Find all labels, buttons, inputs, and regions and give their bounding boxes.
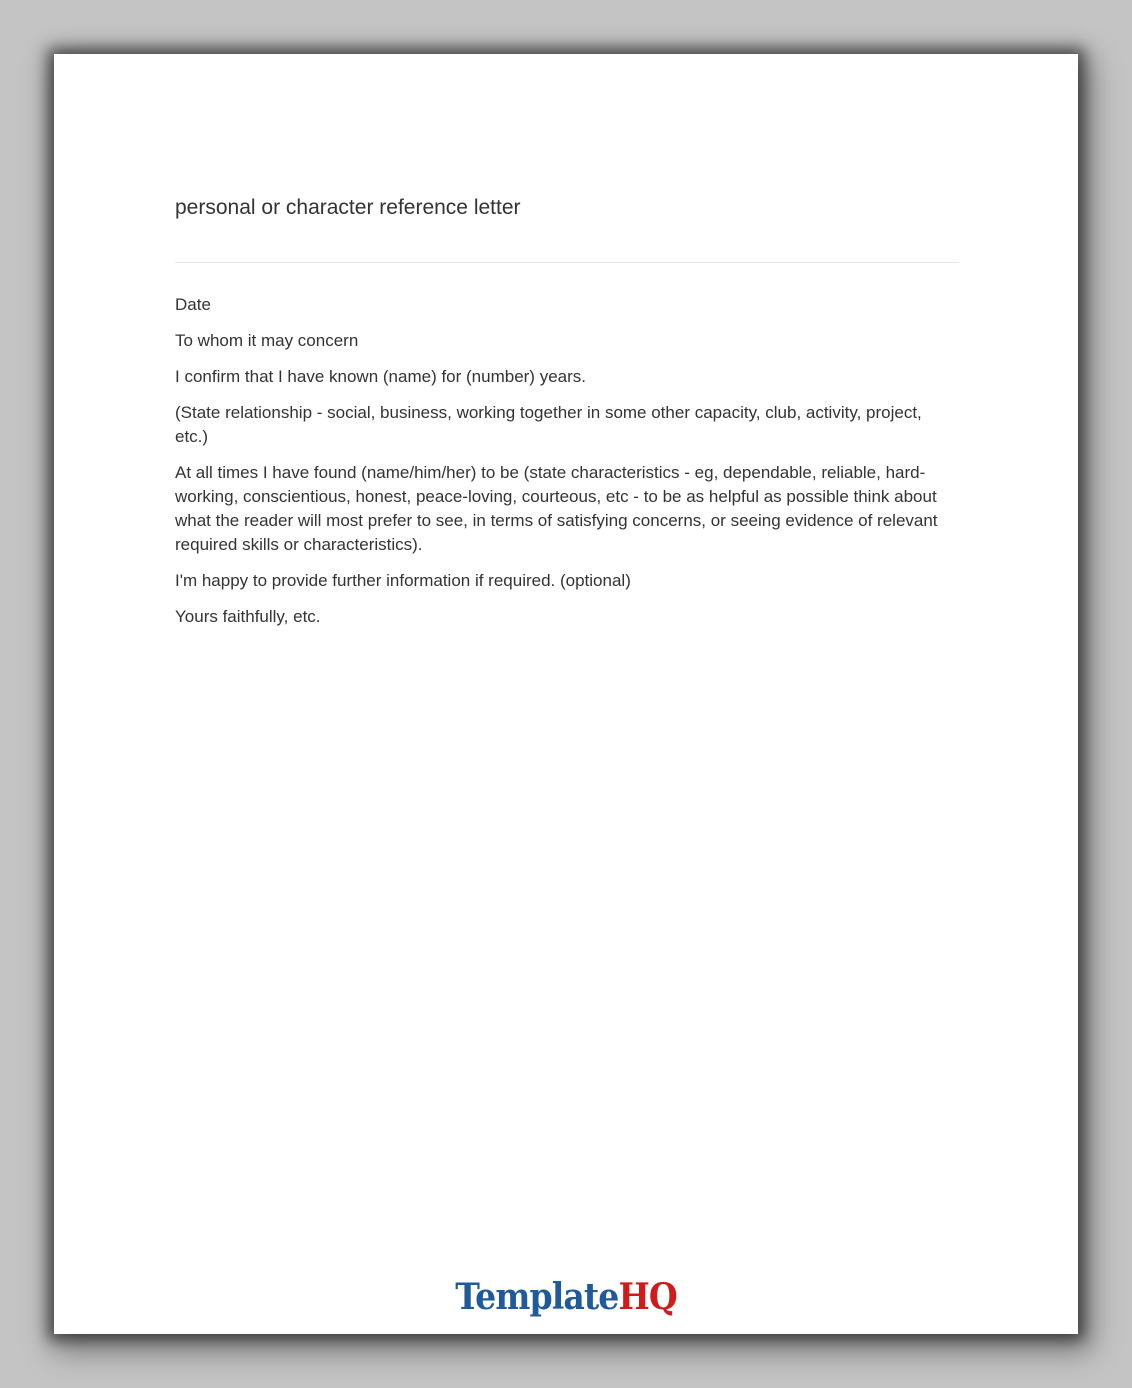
letter-content — [175, 194, 959, 641]
title-divider — [175, 262, 959, 263]
letter-title: personal or character reference letter — [175, 196, 521, 219]
templatehq-logo — [95, 1272, 1037, 1322]
logo-template-text: Template — [455, 1276, 619, 1318]
salutation: To whom it may concern — [175, 331, 359, 350]
date-line: Date — [175, 295, 211, 314]
confirmation-paragraph: I confirm that I have known (name) for (number) years. — [175, 367, 586, 386]
further-info-paragraph: I'm happy to provide further information if required. (optional) — [175, 571, 631, 590]
closing-line: Yours faithfully, etc. — [175, 607, 321, 626]
relationship-paragraph: (State relationship - social, business, working together in some other capacity, club, activity, project, etc.) — [175, 403, 922, 446]
logo-hq-text: HQ — [618, 1276, 677, 1318]
characteristics-paragraph: At all times I have found (name/him/her) to be (state characteristics - eg, dependable, reliable, hard-working, conscientious, honest, peace-loving, courteous, etc - to be as helpful as possible think about what the reader will most prefer to see, in terms of satisfying concerns, or seeing evidence of relevant required skills or characteristics). — [175, 463, 938, 554]
letter-page — [54, 54, 1078, 1334]
